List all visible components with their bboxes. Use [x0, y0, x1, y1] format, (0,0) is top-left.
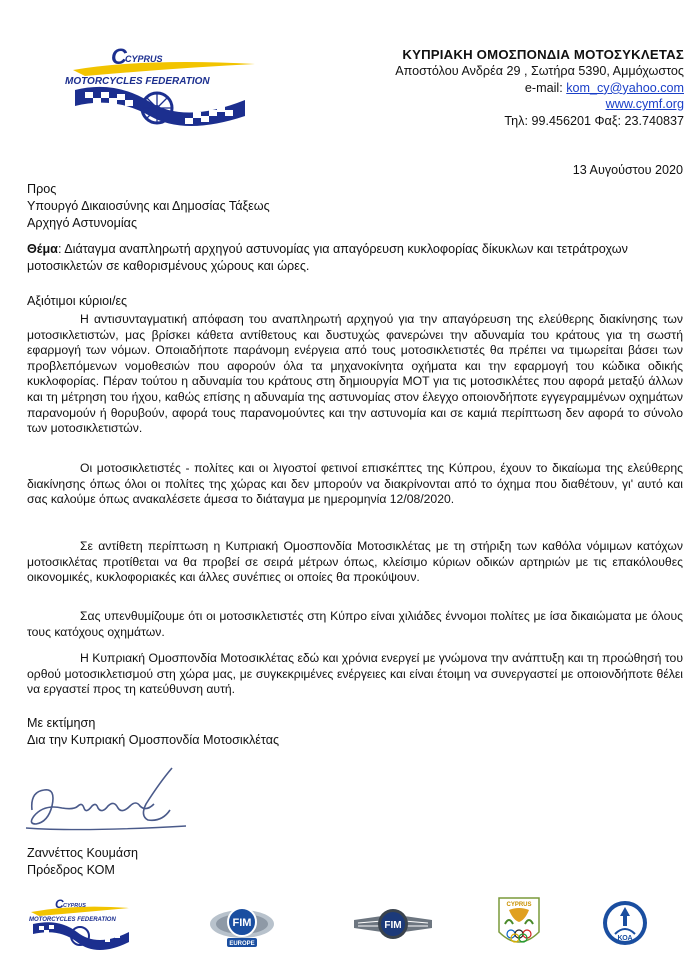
fim-europe-logo: [207, 896, 277, 952]
signature: [22, 762, 192, 837]
svg-text:FIM: FIM: [384, 920, 402, 931]
wheel-icon: [142, 93, 172, 123]
cymf-footer-logo: [25, 894, 135, 950]
closing: [27, 715, 279, 749]
org-email-line: [395, 80, 684, 96]
footer-logos: [0, 890, 700, 956]
subject: [27, 241, 683, 275]
body-paragraph: Σε αντίθετη περίπτωση η Κυπριακή Ομοσπονδία Μοτοσικλέτας με τη στήριξη των καθόλα νόμιμων κατόχων μοτοσικλέτας προτίθεται να θα προβεί σε σειρά μέτρων όπως, κλείσιμο κύριων οδικών αρτηριών με τις επακόλουθες οικονομικές, κυκλοφοριακές και άλλες συνέπιες οι οποίες θα προκύψουν.: [27, 539, 683, 585]
cymf-header-logo: [55, 40, 265, 128]
body-paragraph: Η Κυπριακή Ομοσπονδία Μοτοσικλέτας εδώ και χρόνια ενεργεί με γνώμονα την ανάπτυξη και τη προώθησή του ορθού μοτοσικλετισμού στη χώρα μας, με συγκεκριμένες ενέργειες και είναι έτοιμη να συνεργαστεί με οποιονδήποτε θέλει να εργαστεί προς τη κατεύθυνση αυτή.: [27, 651, 683, 697]
closing-line: Με εκτίμηση: [27, 716, 96, 730]
svg-text:MOTORCYCLES FEDERATION: MOTORCYCLES FEDERATION: [29, 917, 116, 923]
svg-text:CYPRUS: CYPRUS: [63, 903, 86, 909]
org-name: ΚΥΠΡΙΑΚΗ ΟΜΟΣΠΟΝΔΙΑ ΜΟΤΟΣΥΚΛΕΤΑΣ: [402, 47, 684, 62]
svg-text:CYPRUS: CYPRUS: [506, 902, 532, 908]
subject-label: Θέμα: [27, 242, 58, 256]
website-link[interactable]: www.cymf.org: [605, 97, 684, 112]
svg-text:EUROPE: EUROPE: [229, 941, 255, 947]
org-contact-block: [395, 47, 684, 129]
svg-text:ΚΟΑ: ΚΟΑ: [617, 935, 633, 942]
svg-text:CYPRUS: CYPRUS: [125, 54, 163, 64]
recipients: [27, 181, 270, 233]
recipient-line: Αρχηγό Αστυνομίας: [27, 216, 138, 231]
cyprus-olympic-logo: [495, 894, 543, 952]
subject-text: : Διάταγμα αναπληρωτή αρχηγού αστυνομίας για απαγόρευση κυκλοφορίας δίκυκλων και τετράτροχων μοτοσικλετών σε καθορισμένους χώρους και ώρες.: [27, 242, 628, 273]
phone-fax: Τηλ: 99.456201 Φαξ: 23.740837: [504, 113, 684, 128]
svg-text:C: C: [111, 44, 127, 69]
recipient-line: Υπουργό Δικαιοσύνης και Δημοσίας Τάξεως: [27, 199, 270, 214]
org-address: Αποστόλου Ανδρέα 29 , Σωτήρα 5390, Αμμόχωστος: [395, 64, 684, 79]
signatory: [27, 845, 138, 879]
svg-text:C: C: [55, 897, 64, 911]
koa-logo: [600, 894, 650, 952]
signatory-name: Ζαννέττος Κουμάση: [27, 846, 138, 860]
body-paragraph: Σας υπενθυμίζουμε ότι οι μοτοσικλετιστές στη Κύπρο είναι χιλιάδες έννομοι πολίτες με ίσα δικαιώματα με όλους τους κατόχους οχημάτων.: [27, 609, 683, 639]
greeting: Αξιότιμοι κύριοι/ες: [27, 294, 128, 308]
body-paragraph: Οι μοτοσικλετιστές - πολίτες και οι λιγοστοί φετινοί επισκέπτες της Κύπρου, έχουν το δικαίωμα της ελεύθερης διακίνησης όπως όλοι οι πολίτες της χώρας και δεν μπορούν να διακρίνονται από το όχημα που διαθέτουν, γι' αυτό και σας καλούμε όπως ανακαλέσετε άμεσα το διάταγμα με ημερομηνία 12/08/2020.: [27, 461, 683, 507]
svg-text:FIM: FIM: [232, 917, 252, 929]
fim-wings-logo: [352, 898, 434, 948]
letter-date: 13 Αυγούστου 2020: [572, 163, 683, 177]
closing-line: Δια την Κυπριακή Ομοσπονδία Μοτοσικλέτας: [27, 733, 280, 748]
recipient-line: Προς: [27, 182, 57, 196]
svg-text:MOTORCYCLES FEDERATION: MOTORCYCLES FEDERATION: [65, 76, 210, 87]
email-label: e-mail:: [524, 80, 567, 95]
signatory-title: Πρόεδρος ΚΟΜ: [27, 863, 115, 878]
email-link[interactable]: kom_cy@yahoo.com: [566, 80, 684, 95]
body-paragraph: Η αντισυνταγματική απόφαση του αναπληρωτή αρχηγού για την απαγόρευση της ελεύθερης διακίνησης των μοτοσικλετιστών, μας βρίσκει κάθετα αντίθετους και δυστυχώς φανερώνει την αδυναμία του κράτους για τη σωστή εφαρμογή των νόμων. Οποιαδήποτε παράνομη ενέργεια από τους μοτοσικλετιστές θα πρέπει να τιμωρείται βάσει των προβλεπόμενων νομοθεσιών που αφορούν όλα τα μηχανοκίνητα οχήματα και την εφαρμογή του κώδικα οδικής κυκλοφορίας. Πέραν τούτου η αδυναμία του κράτους στη δημιουργία MOT για τις μοτοσικλέτες που αφορά μεταξύ άλλων και τη μέτρηση του ήχου, καθώς επίσης η αδυναμία της αστυνομίας στον έλεγχο οποιονδήποτε εγγεγραμμένων οχημάτων παρανομούν ή θορυβούν, αφορά τους παρανομούντες και την αστυνομία και σε καμιά περίπτωση δεν αφορά το σύνολο των μοτοσικλετιστών.: [27, 312, 683, 436]
